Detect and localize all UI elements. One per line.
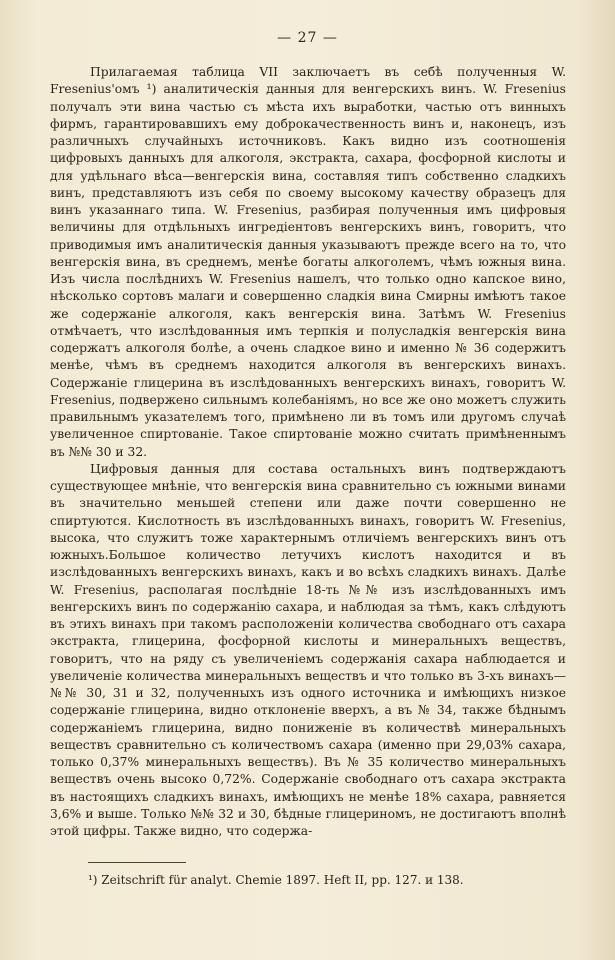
paragraph-2: Цифровыя данныя для состава остальныхъ винъ подтверждаютъ существующее мнѣніе, что венгерскія вина сравнительно съ южными винами въ значительно меньшей степени или даже почти совершенно не спиртуются. Кислотность въ изслѣдованныхъ винахъ, говоритъ W. Fresenius, высока, что служитъ тоже характернымъ отличіемъ венгерскихъ винъ отъ южныхъ.Большое количество летучихъ кислотъ находится и въ изслѣдованныхъ венгерскихъ винахъ, какъ и во всѣхъ сладкихъ винахъ. Далѣе W. Fresenius, располагая послѣдніе 18-ть №№ изъ изслѣдованныхъ имъ венгерскихъ винъ по содержанію сахара, и наблюдая за тѣмъ, какъ слѣдуютъ въ этихъ винахъ при такомъ расположеніи количества свободнаго отъ сахара экстракта, глицерина, фосфорной кислоты и минеральныхъ веществъ, говоритъ, что на ряду съ увеличеніемъ содержанія сахара наблюдается и увеличеніе количества минеральныхъ веществъ и что только въ 3-хъ винахъ—№№ 30, 31 и 32, полученныхъ изъ одного источника и имѣющихъ низкое содержаніе глицерина, видно отклоненіе вверхъ, а въ № 34, также бѣднымъ содержаніемъ глицерина, видно пониженіе въ количествѣ минеральныхъ веществъ сравнительно съ количествомъ сахара (именно при 29,03% сахара, только 0,37% минеральныхъ веществъ). Въ № 35 количество минеральныхъ веществъ очень высоко 0,72%. Содержаніе свободнаго отъ сахара экстракта въ настоящихъ сладкихъ винахъ, имѣющихъ не менѣе 18% сахара, равняется 3,6% и выше. Только №№ 32 и 30, бѣдные глицериномъ, не достигаютъ вполнѣ этой цифры. Также видно, что содержа- (50, 461, 566, 838)
page-number: — 27 — (277, 30, 338, 46)
footnote: ¹) Zeitschrift für analyt. Chemie 1897. Heft II, pp. 127. и 138. (88, 873, 464, 887)
paragraph-1: Прилагаемая таблица VII заключаетъ въ себѣ полученныя W. Fresenius'омъ ¹) аналитическія данныя для венгерскихъ винъ. W. Fresenius получалъ эти вина частью съ мѣста ихъ выработки, частью отъ винныхъ фирмъ, гарантировавшихъ ему доброкачественность винъ и, наконецъ, изъ различныхъ случайныхъ источниковъ. Какъ видно изъ соотношенія цифровыхъ данныхъ для алкоголя, экстракта, сахара, фосфорной кислоты и для удѣльнаго вѣса—венгерскія вина, составляя типъ собственно сладкихъ винъ, представляютъ изъ себя по своему высокому качеству образецъ для винъ указаннаго типа. W. Fresenius, разбирая полученныя имъ цифровыя величины для отдѣльныхъ ингредіентовъ венгерскихъ винъ, говоритъ, что приводимыя имъ аналитическія данныя указываютъ прежде всего на то, что венгерскія вина, въ среднемъ, менѣе богаты алкоголемъ, чѣмъ южныя вина. Изъ числа послѣднихъ W. Fresenius нашелъ, что только одно капское вино, нѣсколько сортовъ малаги и совершенно сладкія вина Смирны имѣютъ такое же содержаніе алкоголя, какъ венгерскія вина. Затѣмъ W. Fresenius отмѣчаетъ, что изслѣдованныя имъ терпкія и полусладкія венгерскія вина содержатъ алкоголя болѣе, а очень сладкое вино и именно № 36 содержитъ менѣе, чѣмъ въ среднемъ находится алкоголя въ венгерскихъ винахъ. Содержаніе глицерина въ изслѣдованныхъ венгерскихъ винахъ, говоритъ W. Fresenius, подвержено сильнымъ колебаніямъ, но все же оно можетъ служить правильнымъ указателемъ того, примѣнено ли въ томъ или другомъ случаѣ увеличенное спиртованіе. Такое спиртованіе можно считать примѣненнымъ въ №№ 30 и 32. (50, 65, 566, 459)
body-text (50, 64, 566, 840)
footnote-divider (88, 862, 186, 863)
